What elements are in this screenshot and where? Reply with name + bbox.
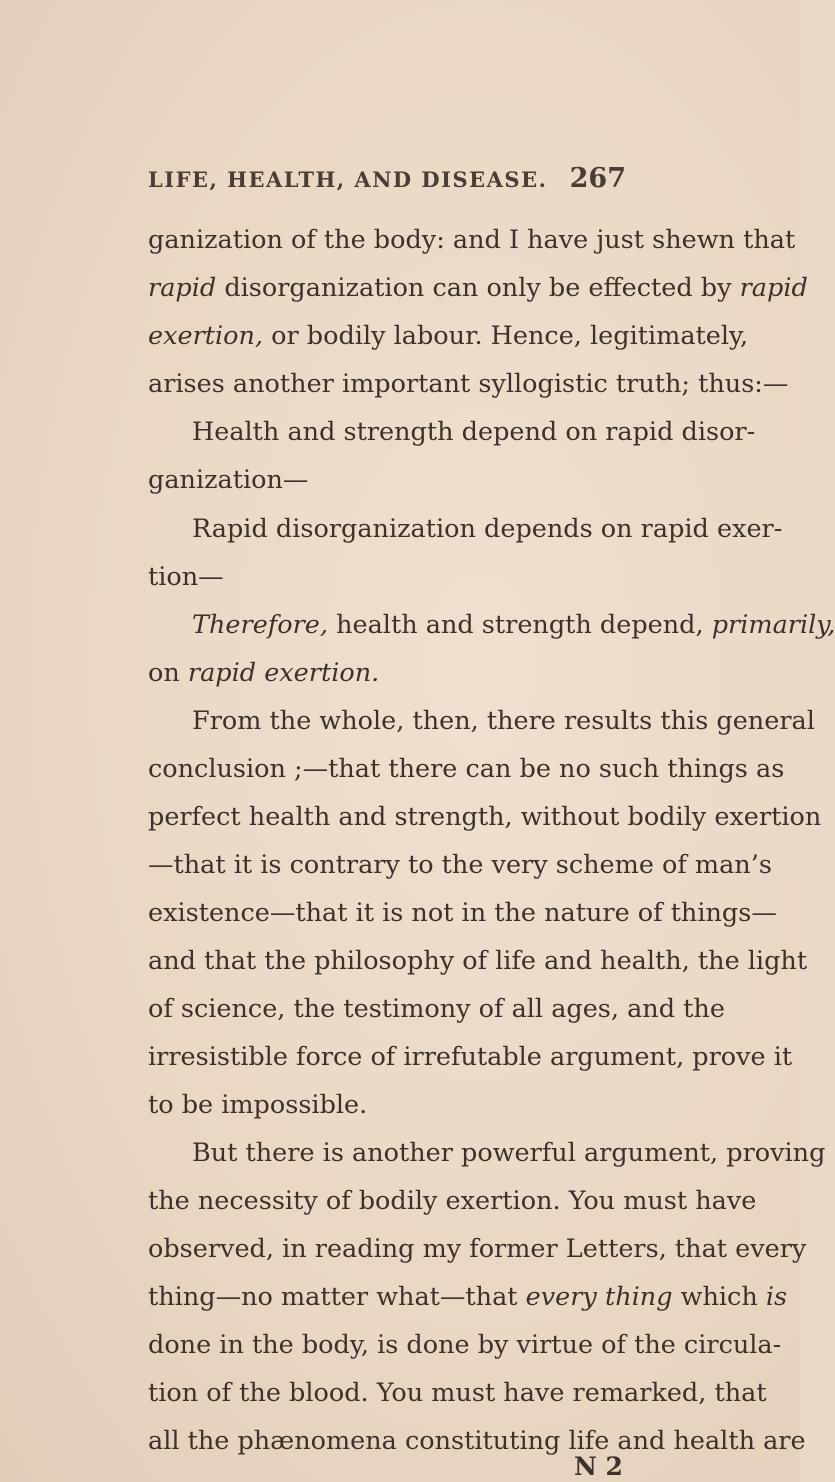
text-line: and that the philosophy of life and health, the light <box>148 946 808 976</box>
text-line: From the whole, then, there results this general <box>192 706 815 736</box>
text-line: thing—no matter what—that every thing which is <box>148 1282 788 1312</box>
text-line: arises another important syllogistic truth; thus:— <box>148 369 789 399</box>
text-line: done in the body, is done by virtue of the circula- <box>148 1330 782 1360</box>
text-line: But there is another powerful argument, proving <box>192 1138 826 1168</box>
text-line: conclusion ;—that there can be no such things as <box>148 754 785 784</box>
text-line: observed, in reading my former Letters, that every <box>148 1234 807 1264</box>
text-line: Health and strength depend on rapid disor- <box>192 417 756 447</box>
text-line: Therefore, health and strength depend, primarily, <box>192 610 835 640</box>
running-title: LIFE, HEALTH, AND DISEASE. <box>148 167 548 192</box>
text-line: exertion, or bodily labour. Hence, legitimately, <box>148 321 749 351</box>
text-line: all the phænomena constituting life and health are <box>148 1426 806 1456</box>
text-line: on rapid exertion. <box>148 658 380 688</box>
text-line: the necessity of bodily exertion. You must have <box>148 1186 757 1216</box>
page-number: 267 <box>569 163 626 194</box>
text-line: existence—that it is not in the nature of things— <box>148 898 777 928</box>
text-line: tion— <box>148 562 224 592</box>
text-line: Rapid disorganization depends on rapid exer- <box>192 514 783 544</box>
signature-mark: N 2 <box>574 1452 623 1481</box>
text-line: ganization— <box>148 465 309 495</box>
text-line: rapid disorganization can only be effected by rapid <box>148 273 808 303</box>
text-line: tion of the blood. You must have remarked, that <box>148 1378 767 1408</box>
text-line: to be impossible. <box>148 1090 368 1120</box>
page-header <box>148 163 626 194</box>
text-line: of science, the testimony of all ages, and the <box>148 994 725 1024</box>
text-line: ganization of the body: and I have just shewn that <box>148 225 796 255</box>
text-line: irresistible force of irrefutable argument, prove it <box>148 1042 793 1072</box>
text-line: perfect health and strength, without bodily exertion <box>148 802 822 832</box>
text-line: —that it is contrary to the very scheme of man’s <box>148 850 772 880</box>
